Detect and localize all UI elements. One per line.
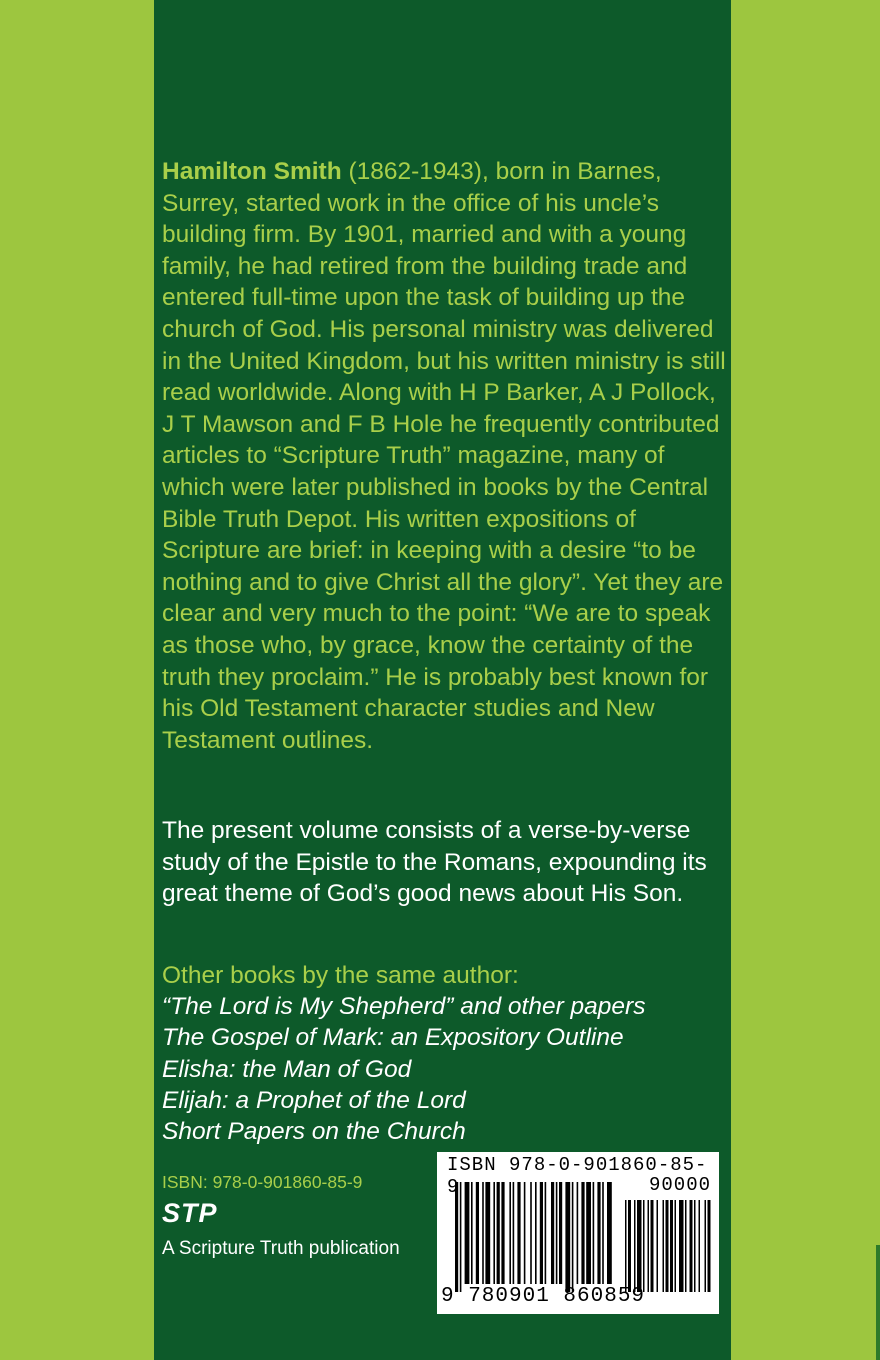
barcode-ean-number: 9 780901 860859 [441,1285,646,1308]
barcode-bar [455,1182,458,1292]
barcode-addon-bar [694,1200,696,1292]
barcode-addon-bar [670,1200,673,1292]
barcode-addon-bar [651,1200,654,1292]
book-title: The Gospel of Mark: an Expository Outline [162,1024,624,1052]
book-title: Elijah: a Prophet of the Lord [162,1086,466,1114]
barcode-addon-bar [690,1200,693,1292]
barcode-addon-bar [675,1200,677,1292]
bio-text: (1862-1943), born in Barnes, Surrey, started work in the office of his uncle’s building firm. By 1901, married and with a young family, he had retired from the building trade and entered full-time upon the task of building up the church of God. His personal ministry was delivered in the United Kingdom, but his written ministry is still read worldwide. Along with H P Barker, A J Pollock, J T Mawson and F B Hole he frequently contributed articles to “Scripture Truth” magazine, many of which were later published in books by the Central Bible Truth Depot. His written expositions of Scripture are brief: in keeping with a desire “to be nothing and to give Christ all the glory”. Yet they are clear and very much to the point: “We are to speak as those who, by grace, know the certainty of the truth they proclaim.” He is probably best known for his Old Testament character studies and New Testament outlines. [162,158,726,754]
barcode-addon-bar [628,1200,631,1292]
barcode-addon-bar [705,1200,707,1292]
barcode-addon-bar [708,1200,711,1292]
barcode-addon-bar [643,1200,645,1292]
barcode-bar [572,1182,574,1292]
isbn-text: ISBN: 978-0-901860-85-9 [162,1172,363,1192]
barcode-bar [460,1182,462,1292]
stp-logo: STP [162,1198,218,1228]
barcode-addon-bar [699,1200,701,1292]
book-title: Elisha: the Man of God [162,1055,412,1083]
present-volume-description: The present volume consists of a verse-by-verse study of the Epistle to the Romans, expounding its great theme of God’s good news about His Son. [162,817,707,908]
barcode-addon-bar [625,1200,627,1292]
author-bio [162,156,727,756]
other-books-heading: Other books by the same author: [162,962,519,989]
barcode-addon-bar [637,1200,642,1292]
other-books [162,960,727,1147]
author-name: Hamilton Smith [162,158,342,185]
book-title: Short Papers on the Church [162,1118,466,1146]
book-title: “The Lord is My Shepherd” and other papers [162,993,646,1021]
barcode-addon-bar [657,1200,659,1292]
barcode-addon-bar [663,1200,665,1292]
barcode-price-code: 90000 [648,1174,711,1196]
edge-strip [876,1245,880,1360]
barcode [437,1152,719,1314]
publisher-line: A Scripture Truth publication [162,1238,400,1259]
barcode-isbn-label: ISBN 978-0-901860-85-9 [447,1154,708,1198]
barcode-addon-bar [648,1200,650,1292]
barcode-addon-bar [685,1200,687,1292]
barcode-addon-bar [679,1200,684,1292]
barcode-addon-bar [634,1200,636,1292]
barcode-bar [565,1182,570,1292]
barcode-addon-bar [666,1200,669,1292]
